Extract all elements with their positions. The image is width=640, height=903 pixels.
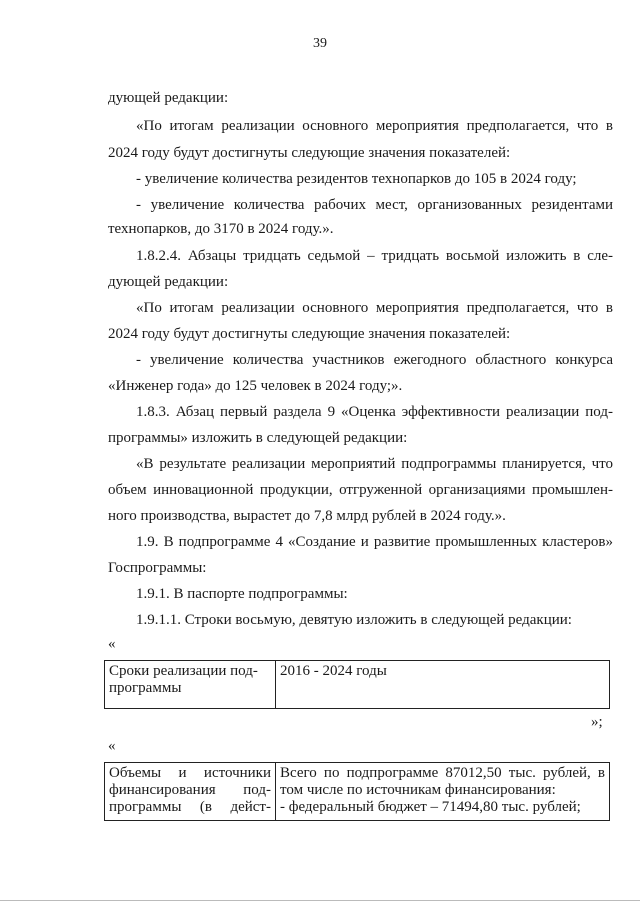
- row-value-line: том числе по источникам финансирования:: [280, 782, 556, 798]
- row-label-line: программы (в дейст-: [109, 799, 271, 815]
- text-line: «По итогам реализации основного мероприятия предполагается, что в: [136, 118, 613, 134]
- page-bottom-edge: [0, 900, 640, 901]
- text-line: 2024 году будут достигнуты следующие значения показателей:: [108, 326, 511, 342]
- row-value-cell: [276, 661, 610, 709]
- row-value-line: - федеральный бюджет – 71494,80 тыс. рублей;: [280, 799, 581, 815]
- text-line: - увеличение количества резидентов технопарков до 105 в 2024 году;: [136, 171, 577, 187]
- text-line: 1.8.3. Абзац первый раздела 9 «Оценка эффективности реализации под-: [136, 404, 613, 420]
- text-line: технопарков, до 3170 в 2024 году.».: [108, 221, 334, 237]
- row-value-line: Всего по подпрограмме 87012,50 тыс. рублей, в: [280, 765, 605, 781]
- row-label-line: финансирования под-: [109, 782, 271, 798]
- text-line: ного производства, вырастет до 7,8 млрд рублей в 2024 году.».: [108, 508, 506, 524]
- row-value-cell: [276, 763, 610, 821]
- text-line: дующей редакции:: [108, 90, 229, 106]
- text-line: - увеличение количества участников ежегодного областного конкурса: [136, 352, 613, 368]
- row-label-line: программы: [109, 680, 182, 696]
- text-line: «По итогам реализации основного мероприятия предполагается, что в: [136, 300, 613, 316]
- text-line: программы» изложить в следующей редакции:: [108, 430, 408, 446]
- text-line: - увеличение количества рабочих мест, организованных резидентами: [136, 197, 613, 213]
- opening-quote: «: [108, 636, 116, 652]
- text-line: 2024 году будут достигнуты следующие значения показателей:: [108, 145, 511, 161]
- text-line: дующей редакции:: [108, 274, 229, 290]
- text-line: «Инженер года» до 125 человек в 2024 году;».: [108, 378, 403, 394]
- text-line: «В результате реализации мероприятий подпрограммы планируется, что: [136, 456, 613, 472]
- text-line: 1.9.1. В паспорте подпрограммы:: [136, 586, 348, 602]
- row-label-cell: [105, 763, 276, 821]
- text-line: 1.8.2.4. Абзацы тридцать седьмой – тридцать восьмой изложить в сле-: [136, 248, 613, 264]
- row-label-line: Объемы и источники: [109, 765, 271, 781]
- closing-quote: »;: [591, 714, 603, 730]
- passport-table-row-8: [104, 660, 610, 709]
- page-number: 39: [313, 36, 327, 51]
- text-line: объем инновационной продукции, отгруженной организациями промышлен-: [108, 482, 613, 498]
- row-label-line: Сроки реализации под-: [109, 663, 258, 679]
- row-label-cell: [105, 661, 276, 709]
- text-line: Госпрограммы:: [108, 560, 207, 576]
- text-line: 1.9. В подпрограмме 4 «Создание и развитие промышленных кластеров»: [136, 534, 613, 550]
- opening-quote: «: [108, 738, 116, 754]
- text-line: 1.9.1.1. Строки восьмую, девятую изложить в следующей редакции:: [136, 612, 572, 628]
- row-value: 2016 - 2024 годы: [280, 663, 387, 679]
- passport-table-row-9: [104, 762, 610, 821]
